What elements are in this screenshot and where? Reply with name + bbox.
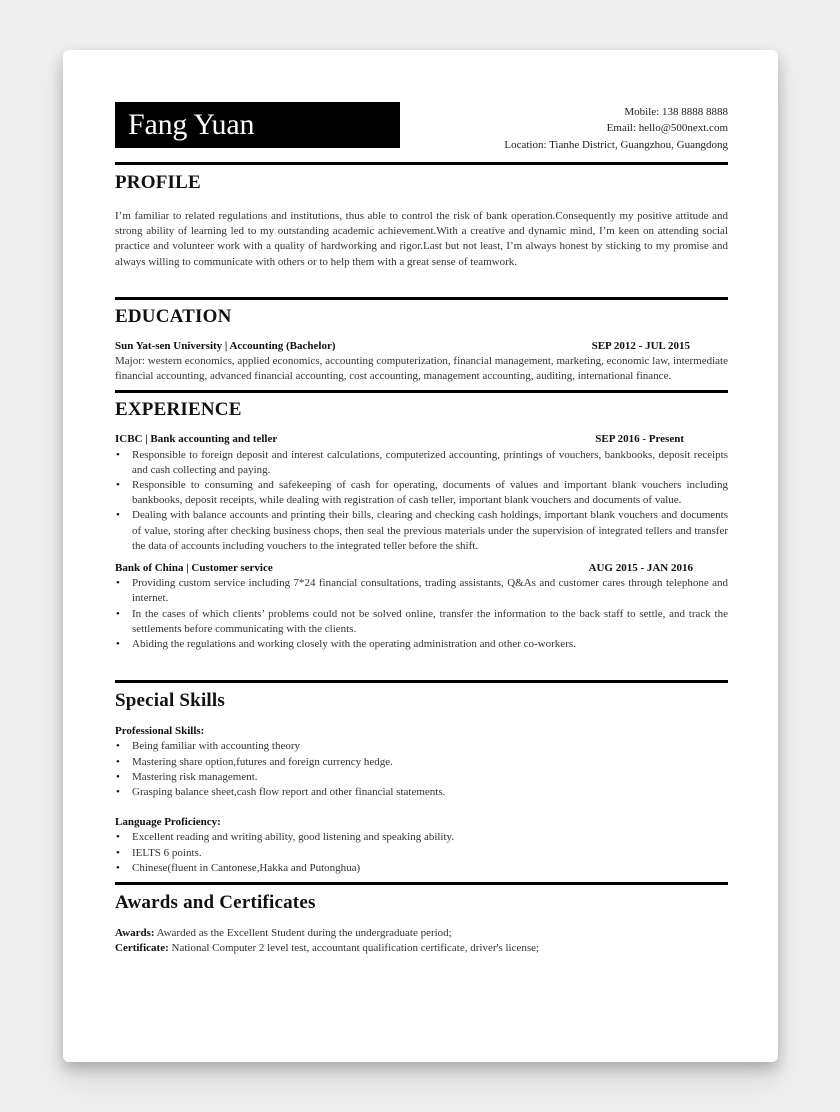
- education-major: Major: western economics, applied economics, accounting computerization, financial management, marketing, economic law, intermediate financial accounting, advanced financial accounting, cost accounting, management accounting, auditing, international finance.: [115, 355, 728, 383]
- contact-location: Location: Tianhe District, Guangzhou, Guangdong: [504, 138, 728, 151]
- professional-skills-label: Professional Skills:: [115, 725, 205, 738]
- education-row: [115, 339, 728, 354]
- resume-header: [115, 102, 728, 162]
- list-item: • Providing custom service including 7*24 financial consultations, trading assistants, Q&As and customer cares through telephone and internet.: [115, 576, 728, 606]
- list-item: • Mastering risk management.: [115, 770, 728, 785]
- section-divider: [115, 882, 728, 885]
- section-divider: [115, 680, 728, 683]
- language-list: [115, 830, 728, 876]
- contact-email: Email: hello@500next.com: [606, 122, 728, 135]
- section-divider: [115, 162, 728, 165]
- contact-info: [504, 104, 728, 153]
- contact-mobile: Mobile: 138 8888 8888: [624, 106, 728, 118]
- job-bullets: [115, 576, 728, 652]
- list-item: • Dealing with balance accounts and printing their bills, clearing and checking cash holdings, important blank vouchers and documents of value, storing after checking business chops, then seal the previous materials under the supervision of integrated tellers and transfer the data of accounts including vouchers to the integrated teller before the shift.: [115, 508, 728, 554]
- section-divider: [115, 297, 728, 300]
- certificate-line: [115, 941, 728, 956]
- resume-content: [115, 102, 728, 957]
- resume-page: [63, 50, 778, 1062]
- awards-line: [115, 926, 728, 941]
- awards-label: Awards:: [115, 927, 155, 940]
- list-item: • Responsible to consuming and safekeeping of cash for operating, documents of values and important blank vouchers including bankbooks, deposit receipts, while dealing with registration of cash teller, important blank vouchers and documents of value.: [115, 478, 728, 508]
- list-item: • Mastering share option,futures and foreign currency hedge.: [115, 755, 728, 770]
- certificate-label: Certificate:: [115, 942, 169, 955]
- job-row: [115, 561, 728, 576]
- profile-text: I’m familiar to related regulations and institutions, thus able to control the risk of bank operation.Consequently my positive attitude and strong ability of learning led to my outstanding academic achievement.With a creative and dynamic mind, I’m keen on attending social practice and volunteer work with a quality of hardworking and rigor.Last but not least, I’m always honest by sticking to my promise and always willing to communicate with others or to help them with a great sense of teamwork.: [115, 210, 728, 268]
- candidate-name: Fang Yuan: [115, 102, 400, 148]
- list-item: • Responsible to foreign deposit and interest calculations, computerized accounting, printings of vouchers, bankbooks, deposit receipts and cash collecting and paying.: [115, 448, 728, 478]
- list-item: • Abiding the regulations and working closely with the operating administration and other co-workers.: [115, 637, 728, 652]
- skills-heading: Special Skills: [115, 690, 225, 712]
- section-divider: [115, 390, 728, 393]
- job-role: ICBC | Bank accounting and teller: [115, 433, 278, 446]
- education-heading: EDUCATION: [115, 305, 232, 327]
- list-item: • Chinese(fluent in Cantonese,Hakka and Putonghua): [115, 861, 728, 876]
- list-item: • Being familiar with accounting theory: [115, 739, 728, 754]
- professional-skills-list: [115, 739, 728, 800]
- education-school: Sun Yat-sen University | Accounting (Bachelor): [115, 339, 336, 352]
- awards-text: Awarded as the Excellent Student during the undergraduate period;: [154, 927, 452, 940]
- education-date: SEP 2012 - JUL 2015: [591, 339, 690, 352]
- experience-heading: EXPERIENCE: [115, 399, 242, 421]
- language-proficiency-label: Language Proficiency:: [115, 816, 221, 829]
- list-item: • IELTS 6 points.: [115, 846, 728, 861]
- job-role: Bank of China | Customer service: [115, 562, 273, 575]
- list-item: • Grasping balance sheet,cash flow report and other financial statements.: [115, 785, 728, 800]
- awards-heading: Awards and Certificates: [115, 892, 316, 914]
- job-date: AUG 2015 - JAN 2016: [588, 562, 693, 575]
- list-item: • Excellent reading and writing ability, good listening and speaking ability.: [115, 830, 728, 845]
- list-item: • In the cases of which clients’ problems could not be solved online, transfer the information to the back staff to settle, and track the settlements before communicating with the clients.: [115, 607, 728, 637]
- certificate-text: National Computer 2 level test, accountant qualification certificate, driver's license;: [168, 942, 540, 955]
- job-bullets: [115, 448, 728, 554]
- profile-heading: PROFILE: [115, 172, 201, 193]
- job-date: SEP 2016 - Present: [595, 433, 684, 446]
- job-row: [115, 432, 728, 447]
